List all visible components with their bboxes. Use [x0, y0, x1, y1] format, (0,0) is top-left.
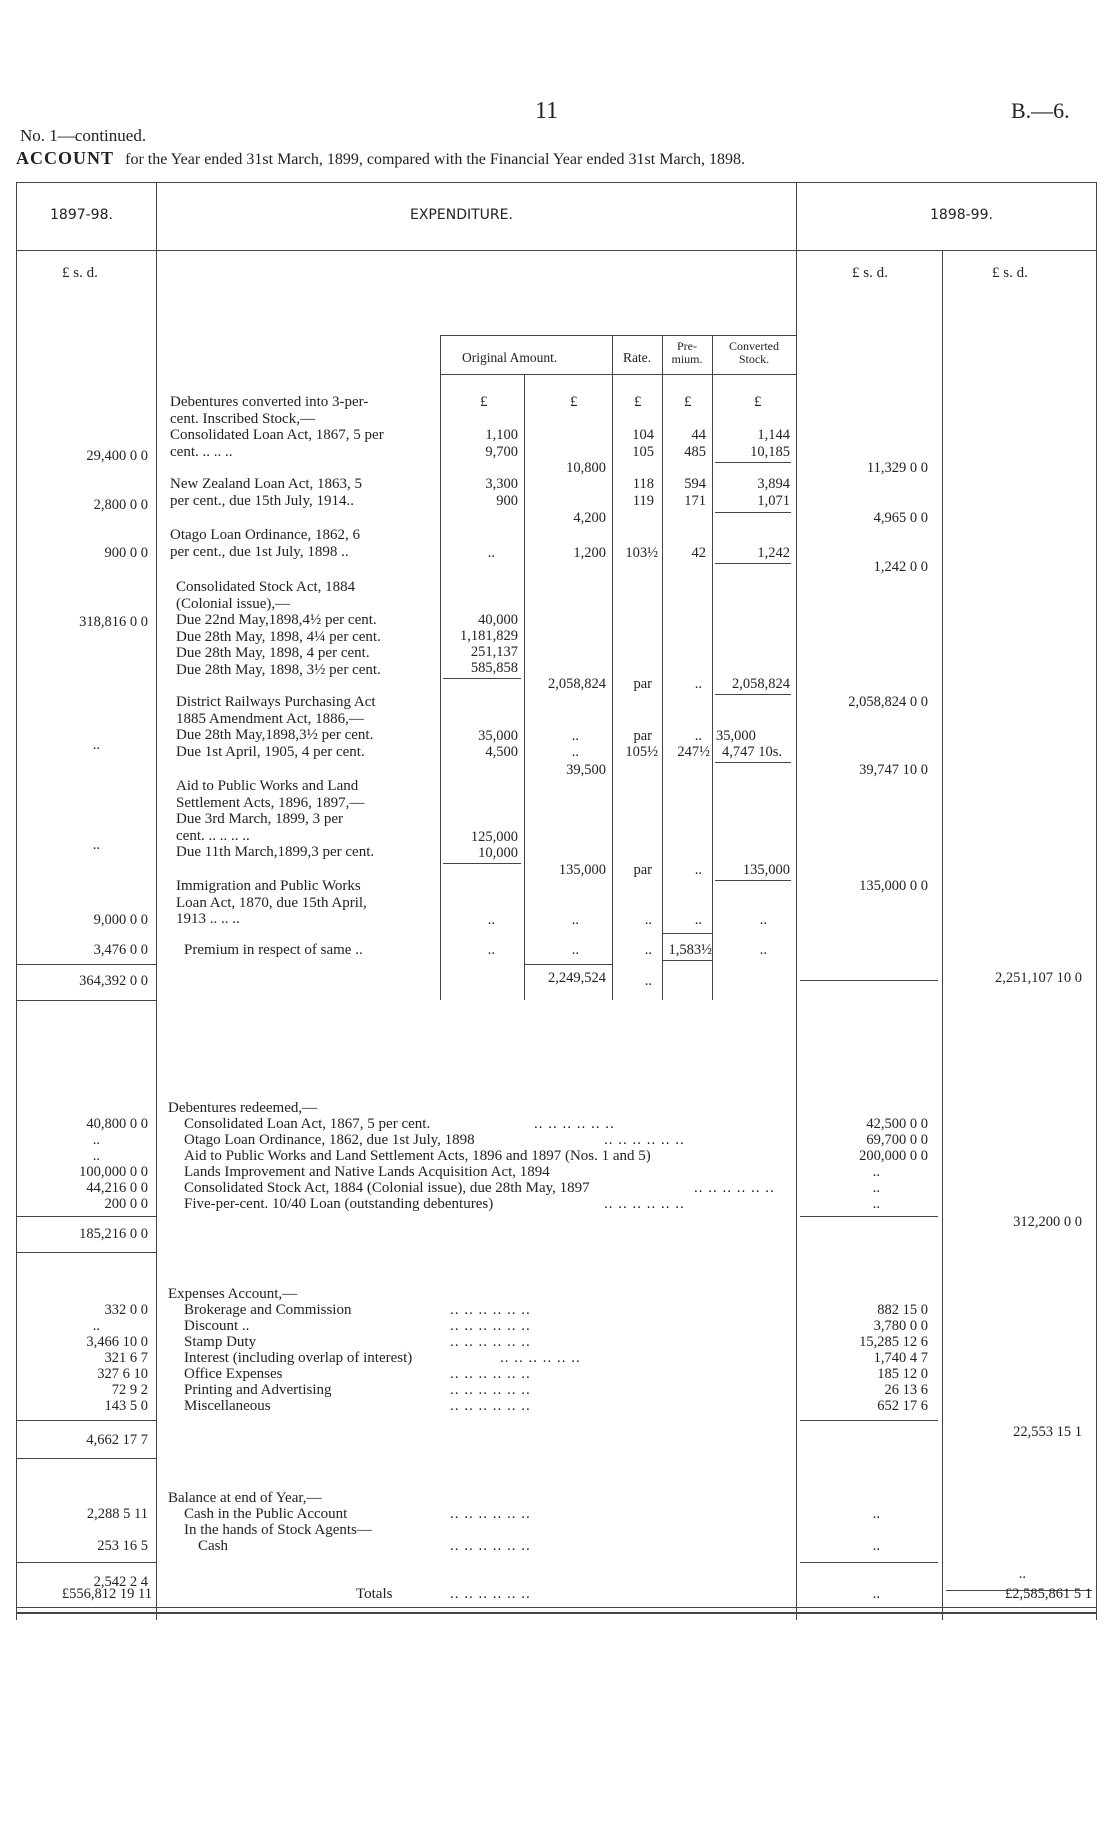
original-sum: 135,000	[558, 862, 606, 878]
section3-total-left: 4,662 17 7	[86, 1432, 148, 1448]
left-amount: ..	[92, 837, 100, 853]
right-amount: 15,285 12 6	[859, 1334, 928, 1350]
dot-leader: .. .. .. .. .. ..	[450, 1506, 531, 1522]
left-amount: 321 6 7	[104, 1350, 148, 1366]
premium: 594	[684, 476, 706, 492]
item-description: New Zealand Loan Act, 1863, 5 per cent., due 15th July, 1914..	[170, 476, 363, 509]
right-amount: ..	[872, 1196, 880, 1212]
pound-sign: £	[634, 394, 642, 410]
premium: 171	[684, 493, 706, 509]
grand-total-left: £556,812 19 11	[61, 1586, 152, 1602]
account-title-rest: for the Year ended 31st March, 1899, compared with the Financial Year ended 31st March, 1898.	[125, 151, 745, 168]
section3-total-right: 22,553 15 1	[1013, 1424, 1082, 1440]
left-amount: 332 0 0	[104, 1302, 148, 1318]
pound-sign: £	[754, 394, 762, 410]
left-amount: 318,816 0 0	[79, 614, 148, 630]
dot-leader: .. .. .. .. .. ..	[450, 1586, 531, 1602]
right-amount: 652 17 6	[877, 1398, 928, 1414]
item-description: Aid to Public Works and Land Settlement Acts, 1896, 1897,— Due 3rd March, 1899, 3 per cent. .. .. .. .. Due 11th March,1899,3 per cent.	[176, 778, 375, 860]
premium: ..	[694, 862, 702, 878]
converted-stock: ..	[759, 912, 767, 928]
right-amount: 1,740 4 7	[873, 1350, 928, 1366]
expense-description: Discount ..	[184, 1318, 250, 1334]
converted-stock: 3,894	[757, 476, 790, 492]
rate: 119	[632, 493, 654, 509]
dot-leader: .. .. .. .. .. ..	[450, 1538, 531, 1554]
redeemed-description: Lands Improvement and Native Lands Acquisition Act, 1894	[184, 1164, 550, 1180]
dot-leader: .. .. .. .. .. ..	[500, 1350, 581, 1366]
original-amount: ..	[487, 545, 495, 561]
left-amount: 327 6 10	[97, 1366, 148, 1382]
left-amount: 3,476 0 0	[93, 942, 148, 958]
left-amount: ..	[92, 1148, 100, 1164]
original-amount: 35,000	[478, 728, 518, 744]
section4-intro: Balance at end of Year,—	[168, 1490, 322, 1506]
pound-sign: £	[480, 394, 488, 410]
redeemed-description: Otago Loan Ordinance, 1862, due 1st July, 1898	[184, 1132, 475, 1148]
section1-total-right: 2,251,107 10 0	[995, 970, 1082, 986]
section4-total-left: 2,542 2 4	[93, 1574, 148, 1590]
dot-leader: .. .. .. .. .. ..	[534, 1116, 615, 1132]
rate: 103½	[625, 545, 658, 561]
right-amount: ..	[872, 1538, 880, 1554]
original-amount: 4,500	[485, 744, 518, 760]
original-amount: ..	[487, 942, 495, 958]
original-amount: 1,181,829	[460, 628, 518, 644]
left-amount: 2,288 5 11	[86, 1506, 148, 1522]
right-amount: 3,780 0 0	[873, 1318, 928, 1334]
section2-total-left: 185,216 0 0	[79, 1226, 148, 1242]
converted-stock: 135,000	[742, 862, 790, 878]
left-amount: ..	[92, 1318, 100, 1334]
right-amount: ..	[872, 1180, 880, 1196]
converted-stock: 1,144	[757, 427, 790, 443]
converted-stock: 35,000	[716, 728, 756, 744]
right-amount: 882 15 0	[877, 1302, 928, 1318]
left-amount: 900 0 0	[104, 545, 148, 561]
premium: 485	[684, 444, 706, 460]
sub-header-converted: Converted Stock.	[729, 339, 779, 366]
right-amount: 42,500 0 0	[866, 1116, 928, 1132]
rate: 105	[632, 444, 654, 460]
original-amount: 900	[496, 493, 518, 509]
right-amount: 1,242 0 0	[873, 559, 928, 575]
original-amount: 3,300	[485, 476, 518, 492]
left-amount: 44,216 0 0	[86, 1180, 148, 1196]
section2-intro: Debentures redeemed,—	[168, 1100, 318, 1116]
left-amount: 143 5 0	[104, 1398, 148, 1414]
dot-leader: .. .. .. .. .. ..	[694, 1180, 775, 1196]
lsd-right-2: £ s. d.	[992, 265, 1028, 281]
left-amount: 253 16 5	[97, 1538, 148, 1554]
right-amount: 39,747 10 0	[859, 762, 928, 778]
rate: par	[633, 862, 652, 878]
item-description: Otago Loan Ordinance, 1862, 6 per cent., due 1st July, 1898 ..	[170, 527, 360, 560]
rate: 118	[632, 476, 654, 492]
original-amount: 40,000	[478, 612, 518, 628]
item-description: Consolidated Loan Act, 1867, 5 per cent. .. .. ..	[170, 427, 384, 460]
rate: ..	[644, 912, 652, 928]
premium: 1,583½	[668, 942, 712, 958]
section1-intro: Debentures converted into 3-per- cent. Inscribed Stock,—	[170, 394, 369, 427]
item-description: Immigration and Public Works Loan Act, 1870, due 15th April, 1913 .. .. ..	[176, 878, 367, 927]
original-amount: ..	[487, 912, 495, 928]
expense-description: Miscellaneous	[184, 1398, 271, 1414]
left-amount: ..	[92, 737, 100, 753]
dot-leader: .. .. .. .. .. ..	[450, 1318, 531, 1334]
expense-description: Printing and Advertising	[184, 1382, 332, 1398]
dot-leader: .. .. .. .. .. ..	[450, 1398, 531, 1414]
rate: ..	[644, 942, 652, 958]
converted-stock: ..	[759, 942, 767, 958]
original-sum-dots: ..	[571, 744, 579, 760]
rate: 105½	[625, 744, 658, 760]
original-amount: 9,700	[485, 444, 518, 460]
right-amount: ..	[872, 1506, 880, 1522]
grand-total-right: £2,585,861 5 1	[1005, 1586, 1092, 1602]
left-amount: 9,000 0 0	[93, 912, 148, 928]
expense-description: Interest (including overlap of interest)	[184, 1350, 413, 1366]
original-amount: 125,000	[470, 829, 518, 845]
premium-row-description: Premium in respect of same ..	[184, 942, 363, 958]
expense-description: Brokerage and Commission	[184, 1302, 352, 1318]
converted-stock: 1,242	[757, 545, 790, 561]
pound-sign: £	[570, 394, 578, 410]
left-amount: 2,800 0 0	[93, 497, 148, 513]
original-amount: 251,137	[470, 644, 518, 660]
original-sum: 10,800	[566, 460, 606, 476]
dot-leader: .. .. .. .. .. ..	[604, 1132, 685, 1148]
premium: ..	[694, 728, 702, 744]
right-year-header: 1898-99.	[930, 207, 993, 223]
rate: 104	[632, 427, 654, 443]
right-amount: 11,329 0 0	[866, 460, 928, 476]
balance-description: In the hands of Stock Agents—	[184, 1522, 372, 1538]
original-sum: 1,200	[573, 545, 606, 561]
original-sum: 4,200	[573, 510, 606, 526]
converted-stock: 10,185	[750, 444, 790, 460]
item-description: District Railways Purchasing Act 1885 Amendment Act, 1886,— Due 28th May,1898,3½ per cent. Due 1st April, 1905, 4 per cent.	[176, 694, 376, 760]
converted-stock: 2,058,824	[732, 676, 790, 692]
dot-leader: .. .. .. .. .. ..	[604, 1196, 685, 1212]
right-amount: 200,000 0 0	[859, 1148, 928, 1164]
page-number: 11	[535, 98, 559, 124]
document-reference: B.—6.	[1011, 98, 1070, 123]
rate: par	[633, 676, 652, 692]
sub-header-rate: Rate.	[622, 350, 652, 365]
right-amount: ..	[872, 1164, 880, 1180]
right-amount: 185 12 0	[877, 1366, 928, 1382]
right-amount: 2,058,824 0 0	[848, 694, 928, 710]
dot-leader: .. .. .. .. .. ..	[450, 1302, 531, 1318]
right-amount: 4,965 0 0	[873, 510, 928, 526]
grand-total-middle: ..	[872, 1586, 880, 1602]
item-description: Consolidated Stock Act, 1884 (Colonial issue),— Due 22nd May,1898,4½ per cent. Due 28th May, 1898, 4¼ per cent. Due 28th May, 1898, 4 per cent. Due 28th May, 1898, 3½ per cent.	[176, 579, 381, 678]
rate: par	[633, 728, 652, 744]
redeemed-description: Aid to Public Works and Land Settlement Acts, 1896 and 1897 (Nos. 1 and 5)	[184, 1148, 651, 1164]
original-sum: ..	[571, 912, 579, 928]
section3-intro: Expenses Account,—	[168, 1286, 298, 1302]
left-amount: 100,000 0 0	[79, 1164, 148, 1180]
original-amount: 1,100	[485, 427, 518, 443]
left-amount: 3,466 10 0	[86, 1334, 148, 1350]
left-amount: 40,800 0 0	[86, 1116, 148, 1132]
converted-stock: 4,747 10s.	[722, 744, 783, 760]
dot-leader: .. .. .. .. .. ..	[450, 1334, 531, 1350]
lsd-right-1: £ s. d.	[852, 265, 888, 281]
dot-leader: .. .. .. .. .. ..	[450, 1382, 531, 1398]
dot-leader: .. .. .. .. .. ..	[450, 1366, 531, 1382]
pound-sign: £	[684, 394, 692, 410]
right-amount: 69,700 0 0	[866, 1132, 928, 1148]
original-sum: 2,058,824	[548, 676, 606, 692]
account-title	[16, 148, 745, 169]
left-year-header: 1897-98.	[50, 207, 113, 223]
sub-header-original: Original Amount.	[462, 350, 558, 365]
account-title-bold: ACCOUNT	[16, 148, 115, 168]
converted-stock: 1,071	[757, 493, 790, 509]
expense-description: Stamp Duty	[184, 1334, 257, 1350]
left-amount: 72 9 2	[111, 1382, 148, 1398]
section1-total-original: 2,249,524	[548, 970, 606, 986]
section4-total-right: ..	[1018, 1566, 1026, 1582]
lsd-left: £ s. d.	[62, 265, 98, 281]
expense-description: Office Expenses	[184, 1366, 283, 1382]
original-sum-dots: ..	[571, 728, 579, 744]
premium: 42	[691, 545, 706, 561]
totals-label: Totals	[356, 1586, 393, 1602]
premium: ..	[694, 676, 702, 692]
original-amount: 585,858	[470, 660, 518, 676]
redeemed-description: Consolidated Stock Act, 1884 (Colonial issue), due 28th May, 1897	[184, 1180, 590, 1196]
redeemed-description: Consolidated Loan Act, 1867, 5 per cent.	[184, 1116, 431, 1132]
original-amount: 10,000	[478, 845, 518, 861]
premium: 247½	[677, 744, 710, 760]
premium: 44	[691, 427, 706, 443]
premium: ..	[694, 912, 702, 928]
section1-total-left: 364,392 0 0	[79, 973, 148, 989]
balance-description: Cash in the Public Account	[184, 1506, 348, 1522]
section1-total-rate: ..	[644, 973, 652, 989]
expenditure-header: EXPENDITURE.	[410, 207, 513, 223]
section2-total-right: 312,200 0 0	[1013, 1214, 1082, 1230]
left-amount: 200 0 0	[104, 1196, 148, 1212]
original-sum: ..	[571, 942, 579, 958]
sub-header-premium: Pre- mium.	[671, 339, 703, 366]
balance-description: Cash	[198, 1538, 228, 1554]
original-sum: 39,500	[566, 762, 606, 778]
redeemed-description: Five-per-cent. 10/40 Loan (outstanding debentures)	[184, 1196, 494, 1212]
left-amount: 29,400 0 0	[86, 448, 148, 464]
left-amount: ..	[92, 1132, 100, 1148]
right-amount: 135,000 0 0	[859, 878, 928, 894]
continued-label: No. 1—continued.	[20, 126, 147, 145]
right-amount: 26 13 6	[884, 1382, 928, 1398]
